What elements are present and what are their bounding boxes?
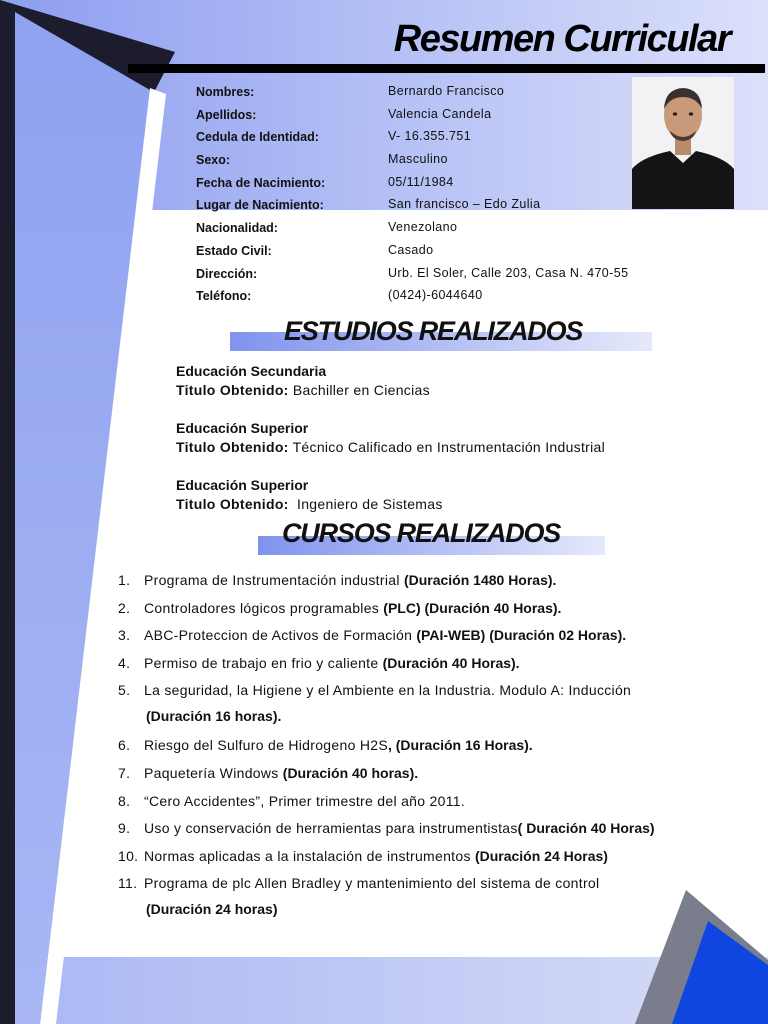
info-label: Teléfono: bbox=[196, 289, 252, 304]
info-value: (0424)-6044640 bbox=[388, 288, 483, 303]
studies-heading: ESTUDIOS REALIZADOS bbox=[284, 316, 583, 346]
course-number: 2. bbox=[118, 599, 131, 616]
list-item bbox=[118, 875, 758, 930]
course-text: “Cero Accidentes”, Primer trimestre del año 2011. bbox=[144, 792, 466, 809]
info-value: San francisco – Edo Zulia bbox=[388, 197, 541, 212]
course-number: 4. bbox=[118, 654, 131, 671]
list-item bbox=[118, 600, 758, 628]
info-value: Masculino bbox=[388, 152, 448, 167]
info-value: Bernardo Francisco bbox=[388, 84, 505, 98]
info-value: Casado bbox=[388, 242, 434, 257]
course-number: 5. bbox=[118, 682, 131, 698]
list-item bbox=[118, 627, 758, 655]
info-value: Venezolano bbox=[388, 220, 458, 235]
course-text: Paquetería Windows bbox=[144, 765, 283, 781]
course-duration: (PLC) (Duración 40 Horas). bbox=[383, 599, 562, 616]
course-duration: (Duración 40 horas). bbox=[282, 765, 419, 781]
info-label: Apellidos: bbox=[196, 107, 257, 122]
course-text: Programa de plc Allen Bradley y mantenimiento del sistema de control bbox=[144, 875, 600, 891]
study-title-label: Titulo Obtenido: bbox=[176, 382, 289, 398]
course-number: 9. bbox=[118, 820, 131, 836]
study-title-value: Ingeniero de Sistemas bbox=[297, 496, 443, 512]
course-number: 1. bbox=[118, 572, 131, 588]
study-title-value: Técnico Calificado en Instrumentación Industrial bbox=[292, 439, 606, 455]
study-title bbox=[176, 439, 605, 455]
course-number: 3. bbox=[118, 627, 131, 643]
study-title bbox=[176, 382, 430, 398]
study-title bbox=[176, 496, 443, 512]
study-level: Educación Secundaria bbox=[176, 363, 327, 379]
course-number: 10. bbox=[118, 847, 139, 864]
study-title-label: Titulo Obtenido: bbox=[176, 439, 289, 455]
info-label: Cedula de Identidad: bbox=[196, 130, 319, 145]
course-number: 8. bbox=[118, 792, 131, 809]
info-label: Sexo: bbox=[196, 153, 231, 168]
list-item bbox=[118, 793, 758, 821]
courses-heading: CURSOS REALIZADOS bbox=[282, 518, 561, 548]
course-text: Uso y conservación de herramientas para instrumentistas bbox=[144, 820, 518, 836]
info-value: 05/11/1984 bbox=[388, 174, 454, 189]
list-item bbox=[118, 820, 758, 848]
course-duration: ( Duración 40 Horas) bbox=[517, 820, 655, 836]
course-duration: , (Duración 16 Horas). bbox=[387, 737, 533, 753]
course-text: Permiso de trabajo en frio y caliente bbox=[144, 654, 383, 671]
course-duration: (Duración 40 Horas). bbox=[382, 654, 520, 671]
study-item bbox=[176, 363, 736, 420]
study-title-value: Bachiller en Ciencias bbox=[292, 382, 430, 398]
course-text: Controladores lógicos programables bbox=[144, 599, 384, 616]
info-label: Nacionalidad: bbox=[196, 221, 278, 236]
course-duration: (Duración 24 Horas) bbox=[474, 847, 608, 864]
page-title: Resumen Curricular bbox=[393, 18, 730, 60]
course-number: 11. bbox=[118, 875, 138, 891]
info-label: Lugar de Nacimiento: bbox=[196, 198, 324, 213]
list-item bbox=[118, 682, 758, 737]
info-label: Fecha de Nacimiento: bbox=[196, 175, 326, 190]
study-item bbox=[176, 420, 736, 477]
studies-list bbox=[176, 363, 736, 534]
list-item bbox=[118, 737, 758, 765]
course-text: Riesgo del Sulfuro de Hidrogeno H2S bbox=[144, 737, 388, 753]
course-duration: (Duración 24 horas) bbox=[146, 901, 278, 917]
info-label: Nombres: bbox=[196, 85, 255, 99]
info-value: Valencia Candela bbox=[388, 106, 492, 121]
course-number: 7. bbox=[118, 765, 131, 781]
course-duration: (Duración 1480 Horas). bbox=[403, 572, 557, 588]
info-value: Urb. El Soler, Calle 203, Casa N. 470-55 bbox=[388, 265, 629, 280]
course-text: ABC-Proteccion de Activos de Formación bbox=[144, 627, 417, 643]
course-duration: (PAI-WEB) (Duración 02 Horas). bbox=[416, 627, 627, 643]
list-item bbox=[118, 572, 758, 600]
course-text: La seguridad, la Higiene y el Ambiente en la Industria. Modulo A: Inducción bbox=[144, 682, 632, 698]
header-rule bbox=[128, 64, 765, 73]
course-duration: (Duración 16 horas). bbox=[146, 708, 282, 724]
list-item bbox=[118, 655, 758, 683]
info-label: Dirección: bbox=[196, 266, 258, 281]
study-level: Educación Superior bbox=[176, 477, 309, 493]
profile-photo bbox=[632, 77, 734, 209]
study-title-label: Titulo Obtenido: bbox=[176, 496, 289, 512]
course-text: Programa de Instrumentación industrial bbox=[144, 572, 404, 588]
list-item bbox=[118, 848, 758, 876]
course-number: 6. bbox=[118, 737, 131, 753]
courses-list bbox=[118, 572, 758, 930]
study-level: Educación Superior bbox=[176, 420, 309, 436]
info-label: Estado Civil: bbox=[196, 243, 272, 258]
list-item bbox=[118, 765, 758, 793]
course-text: Normas aplicadas a la instalación de instrumentos bbox=[144, 847, 475, 864]
info-value: V- 16.355.751 bbox=[388, 129, 472, 144]
